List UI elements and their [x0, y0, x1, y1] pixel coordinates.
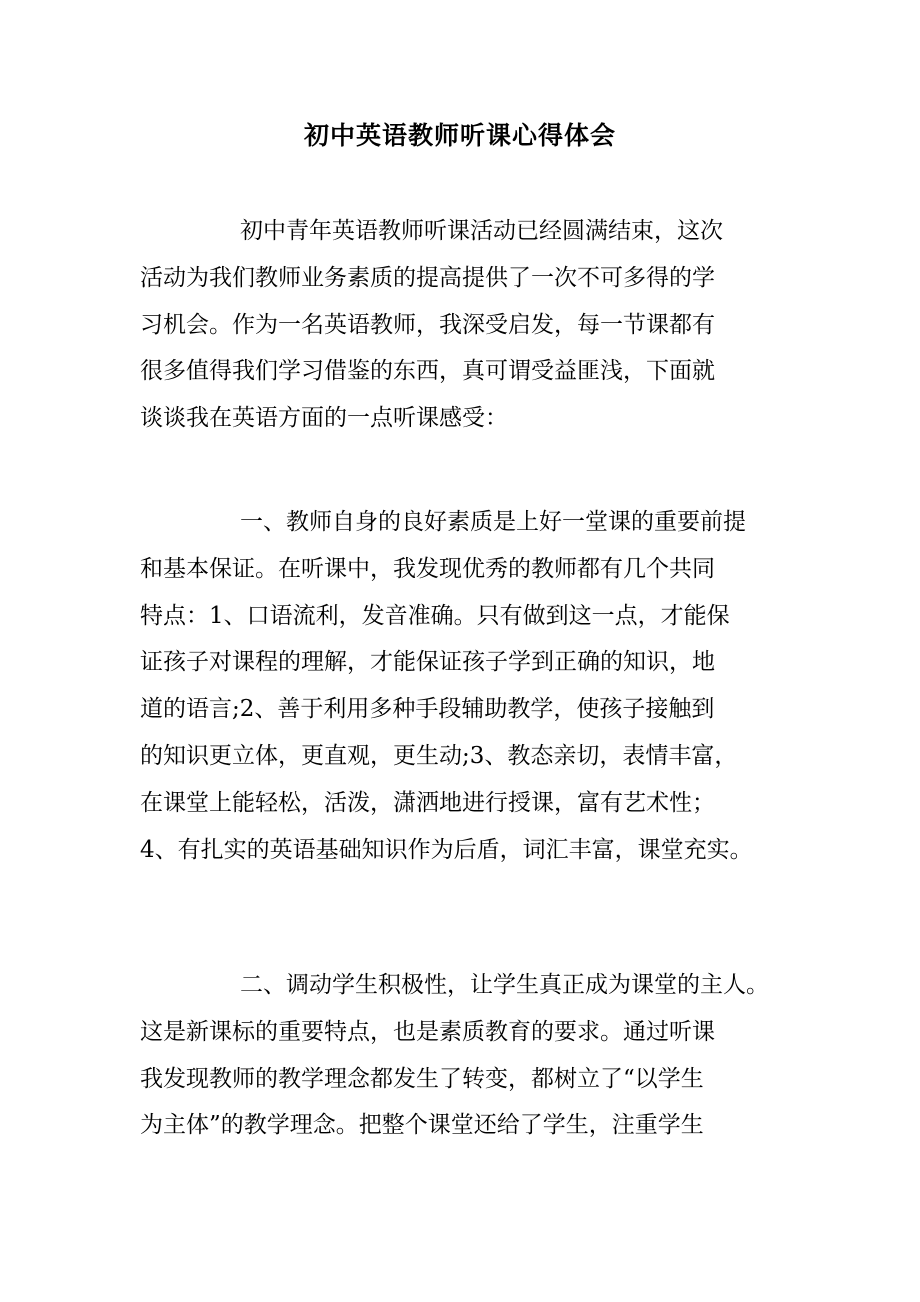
paragraph-line: 谈谈我在英语方面的一点听课感受：: [140, 405, 508, 432]
paragraph-line: 4、有扎实的英语基础知识作为后盾，词汇丰富，课堂充实。: [140, 836, 753, 863]
paragraph-line: 活动为我们教师业务素质的提高提供了一次不可多得的学: [140, 264, 715, 291]
paragraph-line: 证孩子对课程的理解，才能保证孩子学到正确的知识，地: [140, 649, 715, 676]
paragraph-line: 为主体”的教学理念。把整个课堂还给了学生，注重学生: [140, 1112, 704, 1139]
paragraph-section-two: [140, 962, 790, 1149]
paragraph-line: 初中青年英语教师听课活动已经圆满结束，这次: [240, 218, 723, 244]
paragraph-intro: [140, 208, 790, 442]
document-title: 初中英语教师听课心得体会: [303, 121, 616, 150]
paragraph-line: 习机会。作为一名英语教师，我深受启发，每一节课都有: [140, 311, 715, 338]
paragraph-section-one: [140, 499, 790, 873]
paragraph-line: 道的语言;2、善于利用多种手段辅助教学，使孩子接触到: [140, 696, 715, 723]
paragraph-line: 在课堂上能轻松，活泼，潇洒地进行授课，富有艺术性；: [140, 789, 715, 816]
paragraph-line: 二、调动学生积极性，让学生真正成为课堂的主人。: [240, 972, 769, 998]
paragraph-line: 这是新课标的重要特点，也是素质教育的要求。通过听课: [140, 1018, 715, 1045]
paragraph-line: 一、教师自身的良好素质是上好一堂课的重要前提: [240, 509, 746, 535]
paragraph-line: 和基本保证。在听课中，我发现优秀的教师都有几个共同: [140, 555, 715, 582]
paragraph-line: 很多值得我们学习借鉴的东西，真可谓受益匪浅，下面就: [140, 358, 715, 385]
paragraph-line: 的知识更立体，更直观，更生动;3、教态亲切，表情丰富，: [140, 742, 738, 769]
paragraph-line: 我发现教师的教学理念都发生了转变，都树立了“以学生: [140, 1065, 704, 1092]
paragraph-line: 特点：1、口语流利，发音准确。只有做到这一点，才能保: [140, 602, 730, 629]
